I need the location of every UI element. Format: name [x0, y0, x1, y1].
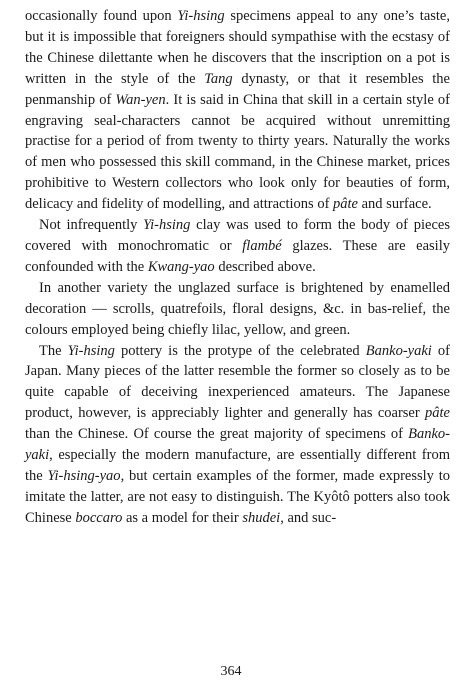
italic-term: flambé [242, 237, 282, 254]
text-run: Not infrequently [39, 217, 144, 234]
text-run: . It is said in China that skill in a certain style of engraving seal-characters cannot be acquired without unremitting practise for a period of from twenty to thirty years. Naturally the works of men who possessed this skill command, in the Chinese market, prices prohibitive to Western collectors who look only for beauties of form, delicacy and fidelity of modelling, and attractions of [25, 91, 450, 213]
text-run: , and suc- [280, 509, 337, 526]
text-run: than the Chinese. Of course the great majority of specimens of [25, 426, 409, 443]
page-number: 364 [220, 664, 242, 679]
italic-term: Banko-yaki [25, 426, 450, 464]
paragraph-1 [25, 6, 450, 215]
paragraph-3 [25, 278, 450, 341]
text-run: described above. [214, 258, 316, 275]
body-text [25, 6, 450, 529]
italic-term: Yi-hsing [67, 342, 115, 359]
text-run: dynasty, or that it resembles the penmanship of [25, 70, 450, 108]
italic-term: Yi-hsing [143, 217, 191, 234]
text-run: as a model for their [122, 509, 243, 526]
text-run: clay was used to form the body of pieces covered with monochromatic or [25, 217, 451, 254]
text-run: glazes. These are easily confounded with the [25, 237, 450, 275]
text-run: specimens appeal to any one’s taste, but it is impossible that foreigners should sympathise with the ecstasy of the Chinese dilettante when he discovers that the inscription on a pot is written in the style of the [25, 8, 450, 87]
italic-term: Yi-hsing-yao [47, 467, 121, 484]
italic-term: Banko-yaki [365, 342, 432, 359]
italic-term: shudei [242, 509, 281, 526]
italic-term: Tang [204, 70, 233, 87]
italic-term: Kwang-yao [147, 258, 215, 275]
italic-term: Yi-hsing [177, 8, 225, 24]
text-run: , but certain examples of the former, made expressly to imitate the latter, are not easy to distinguish. The Kyôtô potters also took Chinese [25, 467, 450, 526]
text-run: of Japan. Many pieces of the latter resemble the former so closely as to be quite capable of deceiving inexperienced amateurs. The Japanese product, however, is appreciably lighter and generally has coarser [25, 342, 450, 422]
italic-term: boccaro [75, 509, 123, 526]
text-run: pottery is the protype of the celebrated [114, 342, 366, 359]
text-run: , especially the modern manufacture, are essentially different from the [25, 447, 450, 484]
text-run: In another variety the unglazed surface is brightened by enamelled decoration — scrolls, quatrefoils, floral designs, &c. in bas-relief, the colours employed being chiefly lilac, yellow, and green. [25, 279, 450, 338]
paragraph-4 [25, 341, 450, 529]
paragraph-2 [25, 215, 450, 278]
text-run: The [39, 342, 68, 359]
italic-term: pâte [425, 405, 450, 422]
italic-term: pâte [333, 196, 358, 213]
text-run: occasionally found upon [25, 8, 178, 24]
italic-term: Wan-yen [115, 91, 166, 108]
text-run: and surface. [358, 196, 432, 213]
